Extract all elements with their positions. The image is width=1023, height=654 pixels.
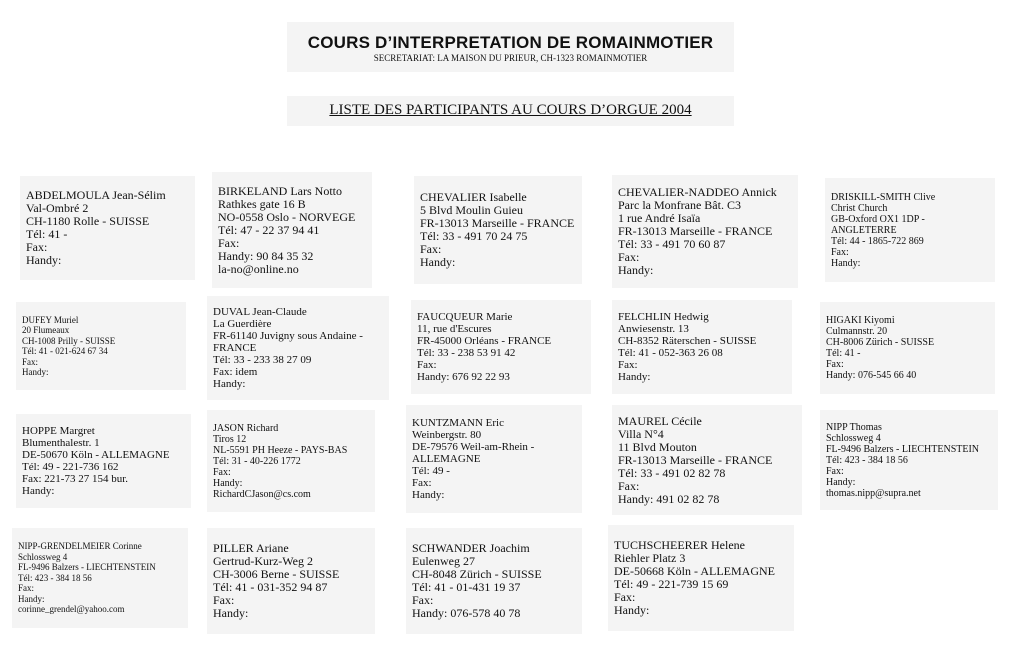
participant-detail-line: Handy: (18, 593, 45, 604)
participant-detail-line: Handy: (22, 367, 49, 377)
participant-detail-line: corinne_grendel@yahoo.com (18, 604, 125, 615)
participant-card (612, 300, 792, 394)
participant-name: TUCHSCHEERER Helene (614, 539, 745, 552)
participant-detail-line: Fax: (826, 465, 844, 477)
participant-detail-line: FR-13013 Marseille - FRANCE (420, 217, 575, 230)
participant-detail-line: Tiros 12 (213, 433, 247, 445)
participant-detail-line: NO-0558 Oslo - NORVEGE (218, 210, 356, 224)
participant-detail-line: Handy: (26, 254, 62, 267)
participant-detail-line: Handy: (213, 378, 246, 390)
participant-detail-line: Tél: 33 - 491 70 24 75 (420, 230, 528, 243)
participant-detail-line: FRANCE (213, 342, 257, 354)
participant-detail-line: Handy: (213, 477, 243, 489)
participant-name: FELCHLIN Hedwig (618, 311, 709, 323)
participant-detail-line: Tél: 41 - 052-363 26 08 (618, 347, 723, 359)
participant-detail-line: Riehler Platz 3 (614, 552, 686, 565)
participant-detail-line: Fax: (417, 359, 437, 371)
participant-detail-line: Christ Church (831, 202, 888, 214)
participant-card (825, 178, 995, 282)
participant-card (406, 405, 582, 513)
participant-detail-line: Tél: 49 - (412, 465, 450, 477)
participant-detail-line: Val-Ombré 2 (26, 202, 89, 215)
participant-card (612, 405, 802, 515)
participant-detail-line: Tél: 423 - 384 18 56 (826, 454, 908, 466)
participant-detail-line: Culmannstr. 20 (826, 326, 888, 337)
participant-detail-line: Fax: (412, 477, 432, 489)
participant-detail-line: Gertrud-Kurz-Weg 2 (213, 555, 313, 568)
participant-name: NIPP Thomas (826, 421, 882, 433)
list-title-text: LISTE DES PARTICIPANTS AU COURS D’ORGUE 2004 (329, 102, 692, 118)
participant-detail-line: la-no@online.no (218, 262, 299, 276)
participant-name: CHEVALIER-NADDEO Annick (618, 186, 777, 199)
participant-detail-line: Tél: 33 - 491 70 60 87 (618, 238, 726, 251)
participant-card (207, 296, 389, 400)
participant-detail-line: Weinbergstr. 80 (412, 429, 482, 441)
participant-detail-line: Handy: 076-545 66 40 (826, 370, 917, 381)
participant-list-title (287, 96, 734, 126)
participant-detail-line: Fax: idem (213, 366, 258, 378)
participant-detail-line: Tél: 33 - 233 38 27 09 (213, 354, 312, 366)
participant-detail-line: NL-5591 PH Heeze - PAYS-BAS (213, 444, 348, 456)
participant-detail-line: La Guerdière (213, 318, 272, 330)
participant-name: HIGAKI Kiyomi (826, 315, 895, 326)
participant-detail-line: Handy: 076-578 40 78 (412, 607, 521, 620)
participant-detail-line: Fax: (618, 251, 640, 264)
participant-card (411, 300, 591, 394)
participant-name: CHEVALIER Isabelle (420, 191, 527, 204)
participant-detail-line: Handy: (614, 604, 650, 617)
participant-card (12, 528, 188, 628)
participant-name: JASON Richard (213, 422, 279, 434)
participant-detail-line: thomas.nipp@supra.net (826, 487, 921, 499)
participant-detail-line: FL-9496 Balzers - LIECHTENSTEIN (18, 562, 156, 573)
participant-detail-line: 1 rue André Isaïa (618, 212, 701, 225)
participant-detail-line: Handy: 676 92 22 93 (417, 371, 510, 383)
participant-name: NIPP-GRENDELMEIER Corinne (18, 541, 142, 552)
participant-detail-line: CH-8352 Räterschen - SUISSE (618, 335, 757, 347)
participant-detail-line: GB-Oxford OX1 1DP - (831, 213, 925, 225)
participant-name: KUNTZMANN Eric (412, 417, 504, 429)
participant-name: DRISKILL-SMITH Clive (831, 191, 936, 203)
participant-detail-line: DE-50668 Köln - ALLEMAGNE (614, 565, 775, 578)
participant-name: DUFEY Muriel (22, 314, 79, 325)
course-title: COURS D’INTERPRETATION DE ROMAINMOTIER (307, 33, 714, 52)
participant-detail-line: Fax: (18, 583, 35, 594)
participant-detail-line: CH-8048 Zürich - SUISSE (412, 568, 542, 581)
participant-detail-line: Fax: (26, 241, 48, 254)
participant-detail-line: FR-45000 Orléans - FRANCE (417, 335, 552, 347)
participant-detail-line: 11 Blvd Mouton (618, 440, 697, 454)
participant-detail-line: Tél: 47 - 22 37 94 41 (218, 223, 320, 237)
participant-card (820, 302, 995, 394)
participant-detail-line: Tél: 49 - 221-739 15 69 (614, 578, 729, 591)
participant-detail-line: Fax: (218, 236, 240, 250)
participant-detail-line: FR-13013 Marseille - FRANCE (618, 225, 773, 238)
participant-name: MAUREL Cécile (618, 414, 702, 428)
participant-detail-line: Fax: (614, 591, 636, 604)
participant-detail-line: DE-50670 Köln - ALLEMAGNE (22, 449, 170, 461)
participant-detail-line: Fax: (22, 356, 39, 367)
participant-detail-line: Fax: (213, 594, 235, 607)
participant-detail-line: Handy: 491 02 82 78 (618, 492, 720, 506)
participant-detail-line: ANGLETERRE (831, 224, 897, 236)
participant-card (16, 302, 186, 390)
participant-detail-line: Fax: (826, 359, 844, 370)
participant-detail-line: CH-8006 Zürich - SUISSE (826, 337, 935, 348)
participant-detail-line: Eulenweg 27 (412, 555, 475, 568)
participant-detail-line: 20 Flumeaux (22, 325, 70, 335)
participant-detail-line: Handy: (420, 256, 456, 269)
participant-detail-line: Parc la Monfrane Bât. C3 (618, 199, 741, 212)
participant-detail-line: Fax: (412, 594, 434, 607)
participant-detail-line: Handy: (412, 489, 445, 501)
participant-name: DUVAL Jean-Claude (213, 306, 307, 318)
secretariat-line: SECRETARIAT: LA MAISON DU PRIEUR, CH-1323 ROMAINMOTIER (373, 53, 648, 63)
participant-detail-line: RichardCJason@cs.com (213, 488, 311, 500)
participant-detail-line: Fax: (831, 246, 849, 258)
participant-card (207, 410, 375, 512)
participant-name: ABDELMOULA Jean-Sélim (26, 189, 166, 202)
participant-detail-line: Tél: 44 - 1865-722 869 (831, 235, 924, 247)
participant-card (406, 528, 582, 634)
participant-card (20, 176, 195, 280)
participant-detail-line: Tél: 41 - 031-352 94 87 (213, 581, 328, 594)
participant-card (414, 176, 582, 284)
participant-detail-line: Tél: 41 - 01-431 19 37 (412, 581, 521, 594)
participant-detail-line: Handy: (831, 257, 861, 269)
participant-detail-line: 5 Blvd Moulin Guieu (420, 204, 524, 217)
participant-detail-line: DE-79576 Weil-am-Rhein - (412, 441, 535, 453)
participant-detail-line: Schlossweg 4 (826, 432, 881, 444)
participant-detail-line: Tél: 41 - (26, 228, 68, 241)
participant-card (212, 172, 372, 288)
participant-name: BIRKELAND Lars Notto (218, 184, 342, 198)
participant-detail-line: CH-1008 Prilly - SUISSE (22, 335, 116, 346)
participant-detail-line: Handy: (618, 264, 654, 277)
participant-detail-line: Tél: 41 - (826, 348, 861, 359)
participant-card (608, 525, 794, 631)
participant-detail-line: Fax: 221-73 27 154 bur. (22, 473, 129, 485)
participant-detail-line: ALLEMAGNE (412, 453, 481, 465)
participant-detail-line: Fax: (618, 359, 638, 371)
participant-card (612, 175, 798, 288)
participant-detail-line: Tél: 423 - 384 18 56 (18, 572, 92, 583)
participant-card (820, 410, 998, 510)
participant-detail-line: Handy: (213, 607, 249, 620)
participant-detail-line: Fax: (213, 466, 231, 478)
participant-detail-line: Handy: (22, 485, 55, 497)
participant-detail-line: Tél: 49 - 221-736 162 (22, 461, 119, 473)
participant-detail-line: FL-9496 Balzers - LIECHTENSTEIN (826, 443, 980, 455)
participant-detail-line: Blumenthalestr. 1 (22, 437, 100, 449)
participant-detail-line: CH-3006 Berne - SUISSE (213, 568, 340, 581)
participant-detail-line: Tél: 31 - 40-226 1772 (213, 455, 301, 467)
participant-detail-line: FR-61140 Juvigny sous Andaine - (213, 330, 363, 342)
participant-detail-line: Fax: (420, 243, 442, 256)
participant-detail-line: FR-13013 Marseille - FRANCE (618, 453, 773, 467)
participant-name: SCHWANDER Joachim (412, 542, 530, 555)
participant-card (16, 414, 191, 508)
participant-name: PILLER Ariane (213, 542, 289, 555)
participant-detail-line: Handy: (618, 371, 651, 383)
participant-detail-line: Tél: 33 - 238 53 91 42 (417, 347, 516, 359)
participant-detail-line: Tél: 33 - 491 02 82 78 (618, 466, 726, 480)
participant-name: FAUCQUEUR Marie (417, 311, 513, 323)
participant-detail-line: CH-1180 Rolle - SUISSE (26, 215, 150, 228)
participant-detail-line: Handy: 90 84 35 32 (218, 249, 314, 263)
document-header (287, 22, 734, 72)
participant-detail-line: Villa N°4 (618, 427, 664, 441)
participant-detail-line: 11, rue d'Escures (417, 323, 492, 335)
participant-detail-line: Anwiesenstr. 13 (618, 323, 689, 335)
participant-detail-line: Rathkes gate 16 B (218, 197, 306, 211)
participant-detail-line: Handy: (826, 476, 856, 488)
participant-detail-line: Fax: (618, 479, 640, 493)
participant-detail-line: Schlossweg 4 (18, 551, 68, 562)
participant-card (207, 528, 375, 634)
participant-detail-line: Tél: 41 - 021-624 67 34 (22, 346, 108, 356)
participant-name: HOPPE Margret (22, 425, 95, 437)
